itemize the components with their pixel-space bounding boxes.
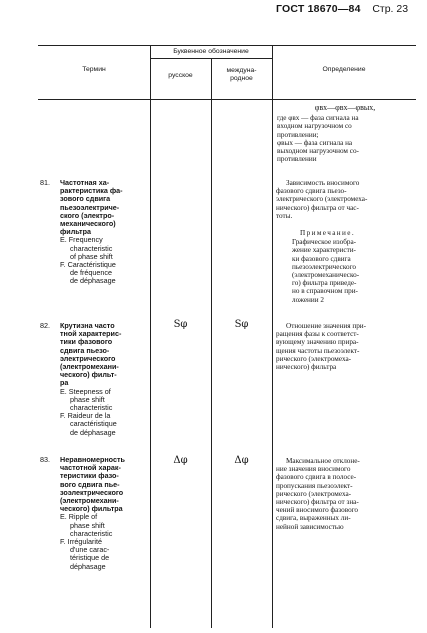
term-ru-line: Частотная ха- bbox=[60, 178, 110, 187]
definition-line: ние значения вносимого bbox=[276, 465, 351, 474]
term-ru-line: фильтра bbox=[60, 227, 91, 237]
definition-line: сдвига, выраженных ли- bbox=[276, 514, 351, 523]
continuation-line: противлении; bbox=[277, 130, 319, 139]
term-entry-81 bbox=[40, 178, 148, 286]
term-ru-line: Неравномерность bbox=[60, 455, 125, 464]
column-divider-1 bbox=[150, 45, 151, 628]
definition-line: рического (электромеха- bbox=[276, 354, 352, 363]
term-fr-line: F. Caractéristique bbox=[60, 260, 116, 270]
term-number: 82. bbox=[40, 321, 50, 330]
term-ru-line: механического) bbox=[60, 219, 116, 229]
term-en-line: characteristic bbox=[70, 243, 113, 253]
term-ru-line: тики фазового bbox=[60, 337, 113, 347]
definition-line: тоты. bbox=[276, 211, 293, 220]
continuation-line: φвых — фаза сигнала на bbox=[277, 138, 353, 147]
symbol-international-82: Sφ bbox=[234, 319, 249, 330]
continuation-line: входном нагрузочном со bbox=[277, 122, 352, 131]
continuation-block bbox=[277, 104, 413, 163]
term-en-line: E. Ripple of bbox=[60, 512, 98, 522]
term-ru-line: Крутизна часто bbox=[60, 321, 115, 330]
symbol-russian-82: Sφ bbox=[173, 319, 188, 330]
term-ru-line: частотной харак- bbox=[60, 463, 121, 473]
definition-line: вующему значению прира- bbox=[276, 338, 359, 347]
col-international-heading bbox=[211, 67, 272, 83]
term-ru-line: ского (электро- bbox=[60, 210, 115, 220]
definition-81 bbox=[276, 179, 414, 220]
term-entry-82 bbox=[40, 321, 148, 437]
definition-line: пропускания пьезоэлект- bbox=[276, 481, 353, 490]
term-en-line: of phase shift bbox=[70, 251, 113, 261]
definition-83 bbox=[276, 457, 414, 531]
note-heading: Примечание. bbox=[300, 229, 356, 237]
definition-line: ращения фазы к соответст- bbox=[276, 330, 359, 339]
col-russian-heading: русское bbox=[168, 72, 193, 79]
note-line: жение характеристи- bbox=[292, 246, 356, 255]
continuation-formula: φвх—φвх—φвых, bbox=[314, 103, 376, 112]
definition-line: нического) фильтра от зна- bbox=[276, 498, 359, 507]
term-ru-line: электрического bbox=[60, 353, 116, 363]
term-ru-line: зоэлектрического bbox=[60, 487, 124, 497]
term-ru-line: пьезоэлектриче- bbox=[60, 202, 120, 212]
note-81 bbox=[292, 229, 414, 304]
standard-number: ГОСТ 18670—84 bbox=[276, 3, 361, 15]
term-fr-line: de fréquence bbox=[70, 268, 112, 278]
definition-line: Зависимость вносимого bbox=[286, 179, 360, 187]
term-fr-line: F. Irrégularité bbox=[60, 537, 102, 547]
term-fr-line: caractéristique bbox=[70, 419, 117, 429]
column-divider-3 bbox=[272, 45, 273, 628]
term-fr-line: F. Raideur de la bbox=[60, 411, 111, 421]
definition-line: нического) фильтра от час- bbox=[276, 203, 359, 212]
term-ru-line: вого сдвига пье- bbox=[60, 479, 120, 489]
col-international-line-1: междуна- bbox=[226, 67, 257, 74]
note-line: пьезоэлектрического bbox=[292, 262, 356, 271]
term-ru-line: ра bbox=[60, 378, 69, 388]
note-line: но в справочном при- bbox=[292, 287, 358, 296]
col-definition-heading: Определение bbox=[322, 66, 366, 73]
term-ru-line: рактеристика фа- bbox=[60, 186, 123, 196]
term-fr-line: de déphasage bbox=[70, 276, 116, 286]
col-term-heading: Термин bbox=[82, 66, 106, 73]
continuation-line: противлении bbox=[277, 155, 317, 164]
symbol-international-83: Δφ bbox=[234, 455, 249, 466]
term-fr-line: de déphasage bbox=[70, 427, 116, 437]
term-en-line: characteristic bbox=[70, 528, 113, 538]
continuation-line: где φвх — фаза сигнала на bbox=[277, 114, 359, 123]
table-top-rule bbox=[38, 45, 416, 46]
definition-line: нейной зависимостью bbox=[276, 522, 344, 531]
term-number: 83. bbox=[40, 455, 50, 464]
note-line: (электромеханическо- bbox=[292, 271, 360, 280]
term-fr-line: téristique de bbox=[70, 553, 110, 563]
term-ru-line: (электромехани- bbox=[60, 362, 119, 372]
note-line: го) фильтра приведе- bbox=[292, 279, 357, 288]
term-entry-83 bbox=[40, 455, 148, 571]
term-ru-line: тной характерис- bbox=[60, 329, 122, 339]
term-en-line: E. Frequency bbox=[60, 235, 103, 245]
term-en-line: E. Steepness of bbox=[60, 386, 111, 396]
term-ru-line: ческого) фильт- bbox=[60, 370, 117, 380]
col-letter-group-heading: Буквенное обозначение bbox=[173, 48, 249, 55]
page-number: Стр. 23 bbox=[372, 3, 409, 15]
definition-line: нического) фильтра bbox=[276, 363, 337, 372]
definition-line: щения частоты пьезоэлект- bbox=[276, 346, 360, 355]
definition-line: Максимальное отклоне- bbox=[286, 457, 360, 465]
term-fr-line: déphasage bbox=[70, 561, 106, 571]
note-line: ки фазового сдвига bbox=[292, 254, 351, 263]
term-ru-line: сдвига пьезо- bbox=[60, 345, 110, 355]
definition-line: электрического (электромеха- bbox=[276, 195, 368, 204]
definition-line: фазового сдвига пьезо- bbox=[276, 187, 347, 196]
term-fr-line: d'une carac- bbox=[70, 545, 110, 555]
definition-line: рического (электромеха- bbox=[276, 489, 352, 498]
term-number: 81. bbox=[40, 178, 50, 187]
term-ru-line: теристики фазо- bbox=[60, 471, 119, 481]
definition-line: чений вносимого фазового bbox=[276, 506, 359, 515]
term-ru-line: (электромехани- bbox=[60, 496, 119, 506]
continuation-line: выходном нагрузочном со- bbox=[277, 147, 359, 156]
header-bottom-rule bbox=[38, 99, 416, 100]
definition-line: Отношение значения при- bbox=[286, 322, 367, 330]
definition-line: фазового сдвига в полосе- bbox=[276, 473, 357, 482]
column-divider-2 bbox=[211, 58, 212, 628]
term-en-line: characteristic bbox=[70, 403, 113, 413]
term-en-line: phase shift bbox=[70, 520, 105, 530]
col-international-line-2: родное bbox=[230, 75, 253, 82]
note-line: ложении 2 bbox=[292, 295, 324, 304]
note-line: Графическое изобра- bbox=[292, 238, 357, 247]
term-ru-line: ческого) фильтра bbox=[60, 504, 123, 514]
definition-82 bbox=[276, 322, 414, 372]
symbol-russian-83: Δφ bbox=[173, 455, 188, 466]
term-ru-line: зового сдвига bbox=[60, 194, 111, 204]
term-en-line: phase shift bbox=[70, 394, 105, 404]
page-header bbox=[276, 3, 408, 15]
